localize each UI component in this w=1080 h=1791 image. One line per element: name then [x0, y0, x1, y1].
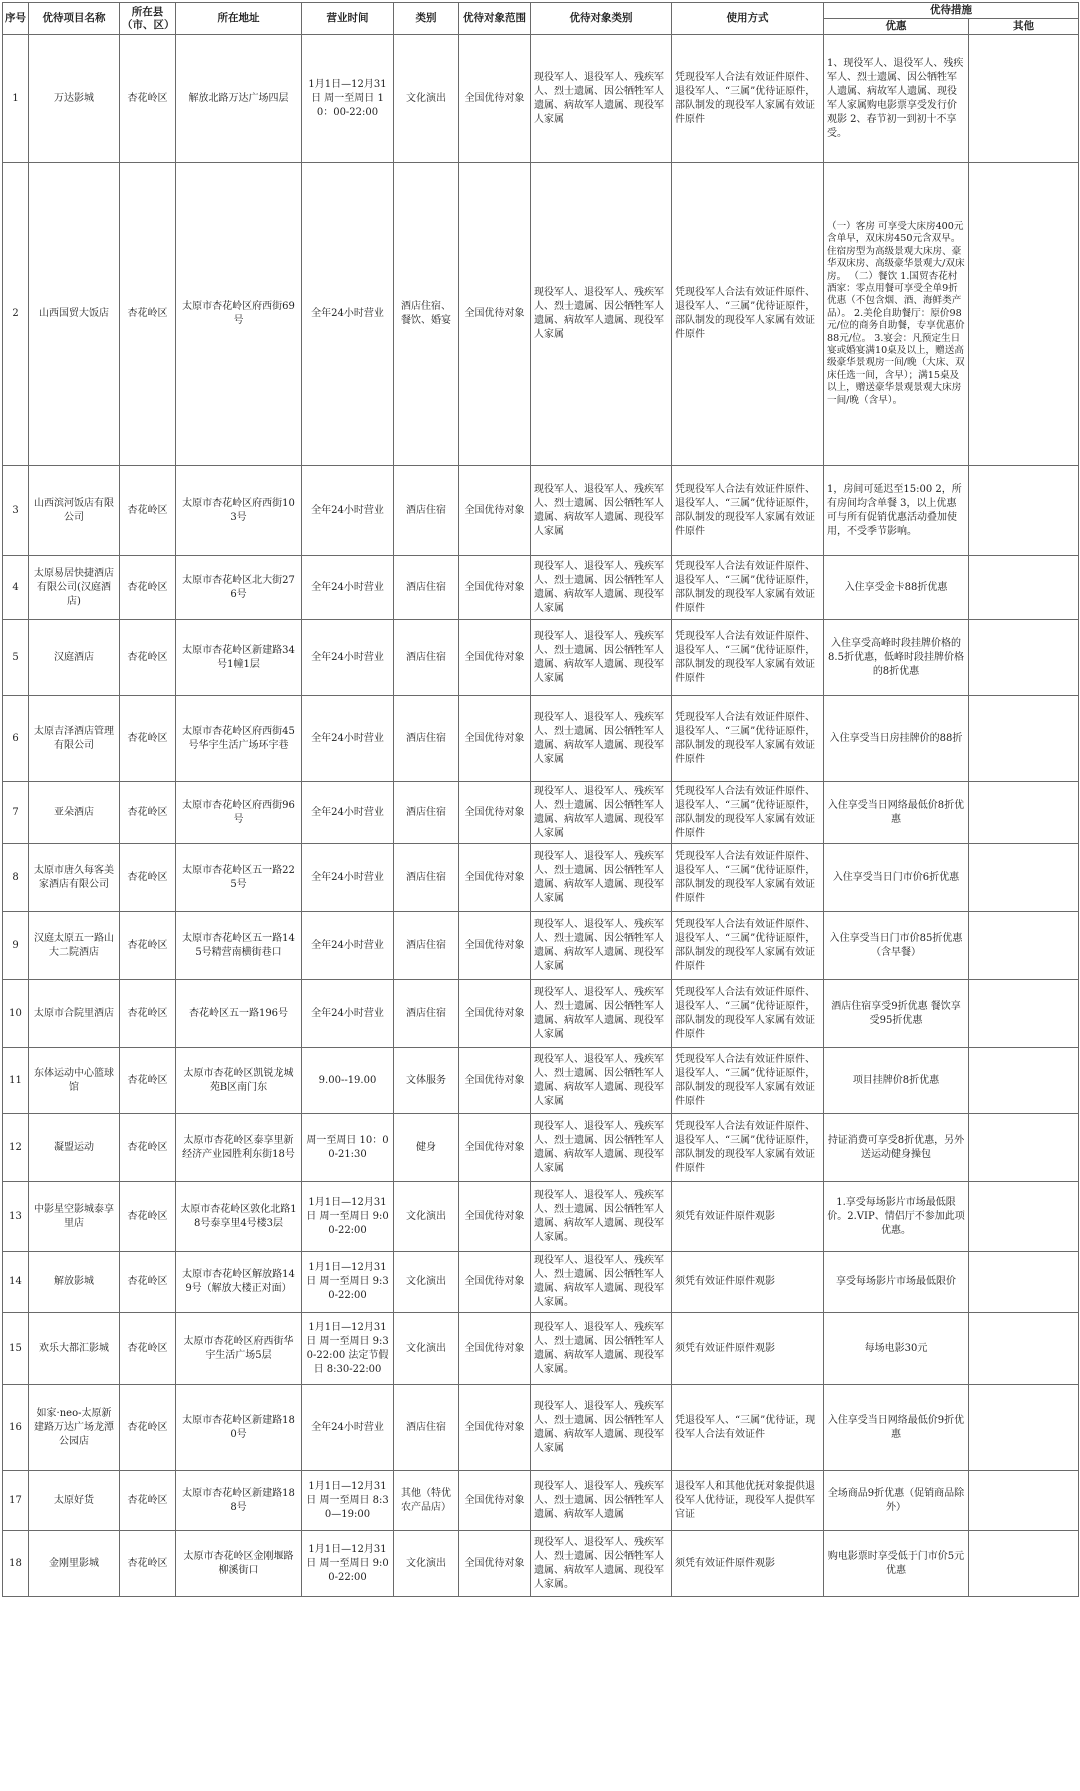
- cell-district: 杏花岭区: [120, 782, 176, 844]
- cell-category: 文化演出: [394, 1182, 459, 1252]
- cell-target-types: 现役军人、退役军人、残疾军人、烈士遗属、因公牺牲军人遗属、病故军人遗属、现役军人家属: [531, 1385, 672, 1471]
- cell-category: 酒店住宿: [394, 782, 459, 844]
- cell-district: 杏花岭区: [120, 1471, 176, 1531]
- cell-district: 杏花岭区: [120, 466, 176, 556]
- cell-scope: 全国优待对象: [459, 912, 531, 980]
- cell-index: 10: [3, 980, 29, 1048]
- cell-index: 8: [3, 844, 29, 912]
- cell-index: 13: [3, 1182, 29, 1252]
- cell-other: [969, 1114, 1079, 1182]
- cell-district: 杏花岭区: [120, 696, 176, 782]
- header-other: 其他: [969, 19, 1079, 35]
- cell-other: [969, 782, 1079, 844]
- table-row: [3, 1313, 1079, 1385]
- table-row: [3, 1114, 1079, 1182]
- table-row: [3, 466, 1079, 556]
- cell-other: [969, 1531, 1079, 1597]
- cell-usage: 须凭有效证件原件观影: [672, 1313, 824, 1385]
- cell-address: 杏花岭区五一路196号: [176, 980, 302, 1048]
- cell-district: 杏花岭区: [120, 1182, 176, 1252]
- cell-address: 太原市杏花岭区新建路34号1幢1层: [176, 620, 302, 696]
- header-name: 优待项目名称: [29, 3, 120, 35]
- cell-target-types: 现役军人、退役军人、残疾军人、烈士遗属、因公牺牲军人遗属、病故军人遗属、现役军人家属: [531, 782, 672, 844]
- cell-name: 汉庭太原五一路山大二院酒店: [29, 912, 120, 980]
- cell-target-types: 现役军人、退役军人、残疾军人、烈士遗属、因公牺牲军人遗属、病故军人遗属、现役军人家属: [531, 466, 672, 556]
- cell-other: [969, 1252, 1079, 1313]
- table-row: [3, 1252, 1079, 1313]
- cell-hours: 9.00--19.00: [302, 1048, 394, 1114]
- benefits-table-sheet: [2, 2, 1078, 1597]
- cell-name: 太原市合院里酒店: [29, 980, 120, 1048]
- cell-category: 文化演出: [394, 1252, 459, 1313]
- cell-usage: 凭现役军人合法有效证件原件、退役军人、“三属”优待证原件，部队制发的现役军人家属有效证件原件: [672, 35, 824, 163]
- cell-index: 14: [3, 1252, 29, 1313]
- cell-scope: 全国优待对象: [459, 844, 531, 912]
- table-row: [3, 696, 1079, 782]
- cell-index: 1: [3, 35, 29, 163]
- cell-other: [969, 912, 1079, 980]
- cell-district: 杏花岭区: [120, 35, 176, 163]
- header-usage: 使用方式: [672, 3, 824, 35]
- cell-name: 山西滨河饭店有限公司: [29, 466, 120, 556]
- cell-target-types: 现役军人、退役军人、残疾军人、烈士遗属、因公牺牲军人遗属、病故军人遗属、现役军人家属。: [531, 1531, 672, 1597]
- cell-hours: 1月1日—12月31日 周一至周日 9:00-22:00: [302, 1531, 394, 1597]
- header-hours: 营业时间: [302, 3, 394, 35]
- cell-category: 酒店住宿: [394, 620, 459, 696]
- cell-category: 酒店住宿: [394, 912, 459, 980]
- cell-category: 酒店住宿: [394, 466, 459, 556]
- cell-discount: 1.享受每场影片市场最低限价。2.VIP、情侣厅不参加此项优惠。: [824, 1182, 969, 1252]
- cell-hours: 1月1日—12月31日 周一至周日 9:30-22:00 法定节假日 8:30-22:00: [302, 1313, 394, 1385]
- cell-hours: 1月1日—12月31日 周一至周日 9:30-22:00: [302, 1252, 394, 1313]
- cell-address: 太原市杏花岭区新建路180号: [176, 1385, 302, 1471]
- cell-target-types: 现役军人、退役军人、残疾军人、烈士遗属、因公牺牲军人遗属、病故军人遗属、现役军人家属: [531, 696, 672, 782]
- cell-discount: 享受每场影片市场最低限价: [824, 1252, 969, 1313]
- cell-category: 文体服务: [394, 1048, 459, 1114]
- cell-usage: 凭现役军人合法有效证件原件、退役军人、“三属”优待证原件，部队制发的现役军人家属有效证件原件: [672, 466, 824, 556]
- cell-name: 金刚里影城: [29, 1531, 120, 1597]
- cell-hours: 全年24小时营业: [302, 912, 394, 980]
- cell-other: [969, 844, 1079, 912]
- cell-hours: 1月1日—12月31日 周一至周日 8:30—19:00: [302, 1471, 394, 1531]
- cell-category: 文化演出: [394, 1313, 459, 1385]
- cell-scope: 全国优待对象: [459, 782, 531, 844]
- cell-discount: 持证消费可享受8折优惠，另外送运动健身操包: [824, 1114, 969, 1182]
- cell-usage: 凭现役军人合法有效证件原件、退役军人、“三属”优待证原件，部队制发的现役军人家属有效证件原件: [672, 980, 824, 1048]
- header-discount: 优惠: [824, 19, 969, 35]
- cell-hours: 全年24小时营业: [302, 556, 394, 620]
- cell-hours: 全年24小时营业: [302, 1385, 394, 1471]
- cell-discount: 入住享受当日网络最低价9折优惠: [824, 1385, 969, 1471]
- cell-other: [969, 466, 1079, 556]
- cell-usage: 凭现役军人合法有效证件原件、退役军人、“三属”优待证原件，部队制发的现役军人家属有效证件原件: [672, 620, 824, 696]
- cell-other: [969, 556, 1079, 620]
- cell-category: 酒店住宿: [394, 556, 459, 620]
- cell-index: 15: [3, 1313, 29, 1385]
- cell-name: 凝盟运动: [29, 1114, 120, 1182]
- cell-address: 太原市杏花岭区金刚堰路柳溪街口: [176, 1531, 302, 1597]
- cell-index: 6: [3, 696, 29, 782]
- cell-scope: 全国优待对象: [459, 163, 531, 466]
- cell-address: 太原市杏花岭区新建路188号: [176, 1471, 302, 1531]
- table-row: [3, 1385, 1079, 1471]
- cell-target-types: 现役军人、退役军人、残疾军人、烈士遗属、因公牺牲军人遗属、病故军人遗属、现役军人家属。: [531, 1313, 672, 1385]
- cell-district: 杏花岭区: [120, 912, 176, 980]
- cell-target-types: 现役军人、退役军人、残疾军人、烈士遗属、因公牺牲军人遗属、病故军人遗属: [531, 1471, 672, 1531]
- cell-category: 文化演出: [394, 1531, 459, 1597]
- cell-usage: 凭现役军人合法有效证件原件、退役军人、“三属”优待证原件，部队制发的现役军人家属有效证件原件: [672, 1114, 824, 1182]
- table-body: [3, 35, 1079, 1597]
- cell-name: 山西国贸大饭店: [29, 163, 120, 466]
- cell-usage: 凭现役军人合法有效证件原件、退役军人、“三属”优待证原件，部队制发的现役军人家属有效证件原件: [672, 163, 824, 466]
- cell-district: 杏花岭区: [120, 844, 176, 912]
- cell-address: 太原市杏花岭区解放路149号（解放大楼正对面）: [176, 1252, 302, 1313]
- cell-district: 杏花岭区: [120, 980, 176, 1048]
- cell-district: 杏花岭区: [120, 1313, 176, 1385]
- cell-index: 9: [3, 912, 29, 980]
- table-row: [3, 782, 1079, 844]
- header-measures: 优待措施: [824, 3, 1079, 19]
- cell-district: 杏花岭区: [120, 556, 176, 620]
- cell-hours: 全年24小时营业: [302, 163, 394, 466]
- cell-hours: 全年24小时营业: [302, 782, 394, 844]
- cell-district: 杏花岭区: [120, 163, 176, 466]
- cell-other: [969, 620, 1079, 696]
- cell-category: 酒店住宿: [394, 696, 459, 782]
- cell-scope: 全国优待对象: [459, 1313, 531, 1385]
- cell-scope: 全国优待对象: [459, 1471, 531, 1531]
- cell-address: 太原市杏花岭区府西街45号华宇生活广场环宇巷: [176, 696, 302, 782]
- cell-discount: 项目挂牌价8折优惠: [824, 1048, 969, 1114]
- cell-category: 酒店住宿: [394, 844, 459, 912]
- cell-scope: 全国优待对象: [459, 466, 531, 556]
- cell-address: 太原市杏花岭区凯锐龙城苑B区南门东: [176, 1048, 302, 1114]
- table-row: [3, 844, 1079, 912]
- header-target-types: 优待对象类别: [531, 3, 672, 35]
- cell-category: 健身: [394, 1114, 459, 1182]
- table-row: [3, 1531, 1079, 1597]
- cell-usage: 须凭有效证件原件观影: [672, 1252, 824, 1313]
- cell-address: 太原市杏花岭区府西街103号: [176, 466, 302, 556]
- cell-other: [969, 163, 1079, 466]
- cell-discount: 酒店住宿享受9折优惠 餐饮享受95折优惠: [824, 980, 969, 1048]
- cell-name: 太原易居快捷酒店有限公司(汉庭酒店): [29, 556, 120, 620]
- cell-hours: 全年24小时营业: [302, 696, 394, 782]
- cell-hours: 全年24小时营业: [302, 620, 394, 696]
- cell-index: 5: [3, 620, 29, 696]
- cell-other: [969, 35, 1079, 163]
- cell-other: [969, 1471, 1079, 1531]
- cell-hours: 全年24小时营业: [302, 980, 394, 1048]
- cell-name: 万达影城: [29, 35, 120, 163]
- cell-name: 中影星空影城泰享里店: [29, 1182, 120, 1252]
- cell-target-types: 现役军人、退役军人、残疾军人、烈士遗属、因公牺牲军人遗属、病故军人遗属、现役军人家属: [531, 1048, 672, 1114]
- cell-address: 太原市杏花岭区府西街华宇生活广场5层: [176, 1313, 302, 1385]
- cell-address: 解放北路万达广场四层: [176, 35, 302, 163]
- cell-discount: 每场电影30元: [824, 1313, 969, 1385]
- cell-name: 解放影城: [29, 1252, 120, 1313]
- cell-district: 杏花岭区: [120, 1252, 176, 1313]
- cell-usage: 凭现役军人合法有效证件原件、退役军人、“三属”优待证原件，部队制发的现役军人家属有效证件原件: [672, 1048, 824, 1114]
- cell-category: 其他（特优农产品店）: [394, 1471, 459, 1531]
- cell-address: 太原市杏花岭区五一路225号: [176, 844, 302, 912]
- cell-discount: 入住享受金卡88折优惠: [824, 556, 969, 620]
- cell-index: 11: [3, 1048, 29, 1114]
- cell-category: 酒店住宿: [394, 1385, 459, 1471]
- cell-target-types: 现役军人、退役军人、残疾军人、烈士遗属、因公牺牲军人遗属、病故军人遗属、现役军人家属: [531, 556, 672, 620]
- cell-target-types: 现役军人、退役军人、残疾军人、烈士遗属、因公牺牲军人遗属、病故军人遗属、现役军人家属。: [531, 1182, 672, 1252]
- header-category: 类别: [394, 3, 459, 35]
- cell-hours: 1月1日—12月31日 周一至周日 9:00-22:00: [302, 1182, 394, 1252]
- cell-usage: 退役军人和其他优抚对象提供退役军人优待证，现役军人提供军官证: [672, 1471, 824, 1531]
- cell-usage: 凭现役军人合法有效证件原件、退役军人、“三属”优待证原件，部队制发的现役军人家属有效证件原件: [672, 696, 824, 782]
- cell-scope: 全国优待对象: [459, 1048, 531, 1114]
- cell-category: 酒店住宿、餐饮、婚宴: [394, 163, 459, 466]
- cell-address: 太原市杏花岭区北大街276号: [176, 556, 302, 620]
- cell-hours: 全年24小时营业: [302, 466, 394, 556]
- table-row: [3, 620, 1079, 696]
- header-index: 序号: [3, 3, 29, 35]
- cell-district: 杏花岭区: [120, 1114, 176, 1182]
- cell-scope: 全国优待对象: [459, 35, 531, 163]
- table-row: [3, 912, 1079, 980]
- table-row: [3, 1048, 1079, 1114]
- cell-scope: 全国优待对象: [459, 1531, 531, 1597]
- cell-name: 东体运动中心篮球馆: [29, 1048, 120, 1114]
- cell-name: 太原好货: [29, 1471, 120, 1531]
- cell-index: 12: [3, 1114, 29, 1182]
- cell-index: 3: [3, 466, 29, 556]
- cell-target-types: 现役军人、退役军人、残疾军人、烈士遗属、因公牺牲军人遗属、病故军人遗属、现役军人家属: [531, 35, 672, 163]
- cell-scope: 全国优待对象: [459, 980, 531, 1048]
- cell-discount: 全场商品9折优惠（促销商品除外）: [824, 1471, 969, 1531]
- cell-address: 太原市杏花岭区泰享里新经济产业园胜利东街18号: [176, 1114, 302, 1182]
- cell-usage: 须凭有效证件原件观影: [672, 1182, 824, 1252]
- cell-district: 杏花岭区: [120, 1048, 176, 1114]
- cell-index: 17: [3, 1471, 29, 1531]
- cell-target-types: 现役军人、退役军人、残疾军人、烈士遗属、因公牺牲军人遗属、病故军人遗属、现役军人家属: [531, 912, 672, 980]
- cell-name: 太原市唐久每客美家酒店有限公司: [29, 844, 120, 912]
- cell-scope: 全国优待对象: [459, 620, 531, 696]
- cell-scope: 全国优待对象: [459, 1182, 531, 1252]
- cell-name: 汉庭酒店: [29, 620, 120, 696]
- cell-scope: 全国优待对象: [459, 556, 531, 620]
- cell-district: 杏花岭区: [120, 620, 176, 696]
- cell-category: 酒店住宿: [394, 980, 459, 1048]
- table-row: [3, 1471, 1079, 1531]
- cell-discount: 入住享受当日门市价85折优惠（含早餐）: [824, 912, 969, 980]
- cell-name: 太原吉泽酒店管理有限公司: [29, 696, 120, 782]
- benefits-table: [2, 2, 1079, 1597]
- table-row: [3, 980, 1079, 1048]
- cell-usage: 凭现役军人合法有效证件原件、退役军人、“三属”优待证原件，部队制发的现役军人家属有效证件原件: [672, 556, 824, 620]
- cell-index: 7: [3, 782, 29, 844]
- cell-index: 4: [3, 556, 29, 620]
- cell-index: 18: [3, 1531, 29, 1597]
- cell-name: 欢乐大都汇影城: [29, 1313, 120, 1385]
- cell-district: 杏花岭区: [120, 1385, 176, 1471]
- cell-name: 亚朵酒店: [29, 782, 120, 844]
- cell-discount: 1、现役军人、退役军人、残疾军人、烈士遗属、因公牺牲军人遗属、病故军人遗属、现役军人家属购电影票享受发行价观影 2、春节初一到初十不享受。: [824, 35, 969, 163]
- cell-address: 太原市杏花岭区敦化北路18号泰享里4号楼3层: [176, 1182, 302, 1252]
- cell-district: 杏花岭区: [120, 1531, 176, 1597]
- cell-target-types: 现役军人、退役军人、残疾军人、烈士遗属、因公牺牲军人遗属、病故军人遗属、现役军人家属。: [531, 1252, 672, 1313]
- cell-discount: 1，房间可延迟至15:00 2，所有房间均含单餐 3，以上优惠可与所有促销优惠活动叠加使用，不受季节影响。: [824, 466, 969, 556]
- cell-scope: 全国优待对象: [459, 696, 531, 782]
- cell-target-types: 现役军人、退役军人、残疾军人、烈士遗属、因公牺牲军人遗属、病故军人遗属、现役军人家属: [531, 620, 672, 696]
- cell-index: 2: [3, 163, 29, 466]
- header-address: 所在地址: [176, 3, 302, 35]
- cell-discount: 入住享受高峰时段挂牌价格的8.5折优惠，低峰时段挂牌价格的8折优惠: [824, 620, 969, 696]
- cell-index: 16: [3, 1385, 29, 1471]
- cell-usage: 须凭有效证件原件观影: [672, 1531, 824, 1597]
- cell-category: 文化演出: [394, 35, 459, 163]
- cell-usage: 凭现役军人合法有效证件原件、退役军人、“三属”优待证原件，部队制发的现役军人家属有效证件原件: [672, 844, 824, 912]
- cell-target-types: 现役军人、退役军人、残疾军人、烈士遗属、因公牺牲军人遗属、病故军人遗属、现役军人家属: [531, 163, 672, 466]
- cell-hours: 周一至周日 10：00-21:30: [302, 1114, 394, 1182]
- table-row: [3, 1182, 1079, 1252]
- cell-other: [969, 696, 1079, 782]
- cell-hours: 1月1日—12月31日 周一至周日 10：00-22:00: [302, 35, 394, 163]
- cell-address: 太原市杏花岭区府西街96号: [176, 782, 302, 844]
- cell-address: 太原市杏花岭区五一路145号精营南横街巷口: [176, 912, 302, 980]
- table-row: [3, 163, 1079, 466]
- cell-target-types: 现役军人、退役军人、残疾军人、烈士遗属、因公牺牲军人遗属、病故军人遗属、现役军人家属: [531, 1114, 672, 1182]
- cell-hours: 全年24小时营业: [302, 844, 394, 912]
- cell-discount: 购电影票时享受低于门市价5元优惠: [824, 1531, 969, 1597]
- cell-name: 如家·neo-太原新建路万达广场龙潭公园店: [29, 1385, 120, 1471]
- header-district: 所在县（市、区）: [120, 3, 176, 35]
- cell-usage: 凭现役军人合法有效证件原件、退役军人、“三属”优待证原件，部队制发的现役军人家属有效证件原件: [672, 912, 824, 980]
- cell-other: [969, 1313, 1079, 1385]
- cell-usage: 凭退役军人、“三属”优待证，现役军人合法有效证件: [672, 1385, 824, 1471]
- cell-usage: 凭现役军人合法有效证件原件、退役军人、“三属”优待证原件，部队制发的现役军人家属有效证件原件: [672, 782, 824, 844]
- header-scope: 优待对象范围: [459, 3, 531, 35]
- cell-scope: 全国优待对象: [459, 1252, 531, 1313]
- cell-other: [969, 1182, 1079, 1252]
- cell-scope: 全国优待对象: [459, 1114, 531, 1182]
- cell-discount: 入住享受当日房挂牌价的88折: [824, 696, 969, 782]
- cell-discount: 入住享受当日网络最低价8折优惠: [824, 782, 969, 844]
- table-row: [3, 556, 1079, 620]
- table-row: [3, 35, 1079, 163]
- cell-other: [969, 1048, 1079, 1114]
- table-header: [3, 3, 1079, 35]
- cell-scope: 全国优待对象: [459, 1385, 531, 1471]
- cell-discount: 入住享受当日门市价6折优惠: [824, 844, 969, 912]
- cell-other: [969, 980, 1079, 1048]
- cell-target-types: 现役军人、退役军人、残疾军人、烈士遗属、因公牺牲军人遗属、病故军人遗属、现役军人家属: [531, 980, 672, 1048]
- cell-target-types: 现役军人、退役军人、残疾军人、烈士遗属、因公牺牲军人遗属、病故军人遗属、现役军人家属: [531, 844, 672, 912]
- cell-discount: （一）客房 可享受大床房400元含单早，双床房450元含双早。住宿房型为高级景观大床房、豪华双床房、高级豪华景观大/双床房。 （二）餐饮 1.国贸杏花村酒家：零点用餐可享受全单9折优惠（不包含烟、酒、海鲜类产品）。 2.美伦自助餐厅：原价98元/位的商务自助餐，专享优惠价88元/位。 3.宴会：凡预定生日宴或婚宴满10桌及以上，赠送高级豪华景观房一间/晚（大床、双床任选一间，含早）；满15桌及以上，赠送豪华景观景观大床房一间/晚（含早）。: [824, 163, 969, 466]
- cell-other: [969, 1385, 1079, 1471]
- cell-address: 太原市杏花岭区府西街69号: [176, 163, 302, 466]
